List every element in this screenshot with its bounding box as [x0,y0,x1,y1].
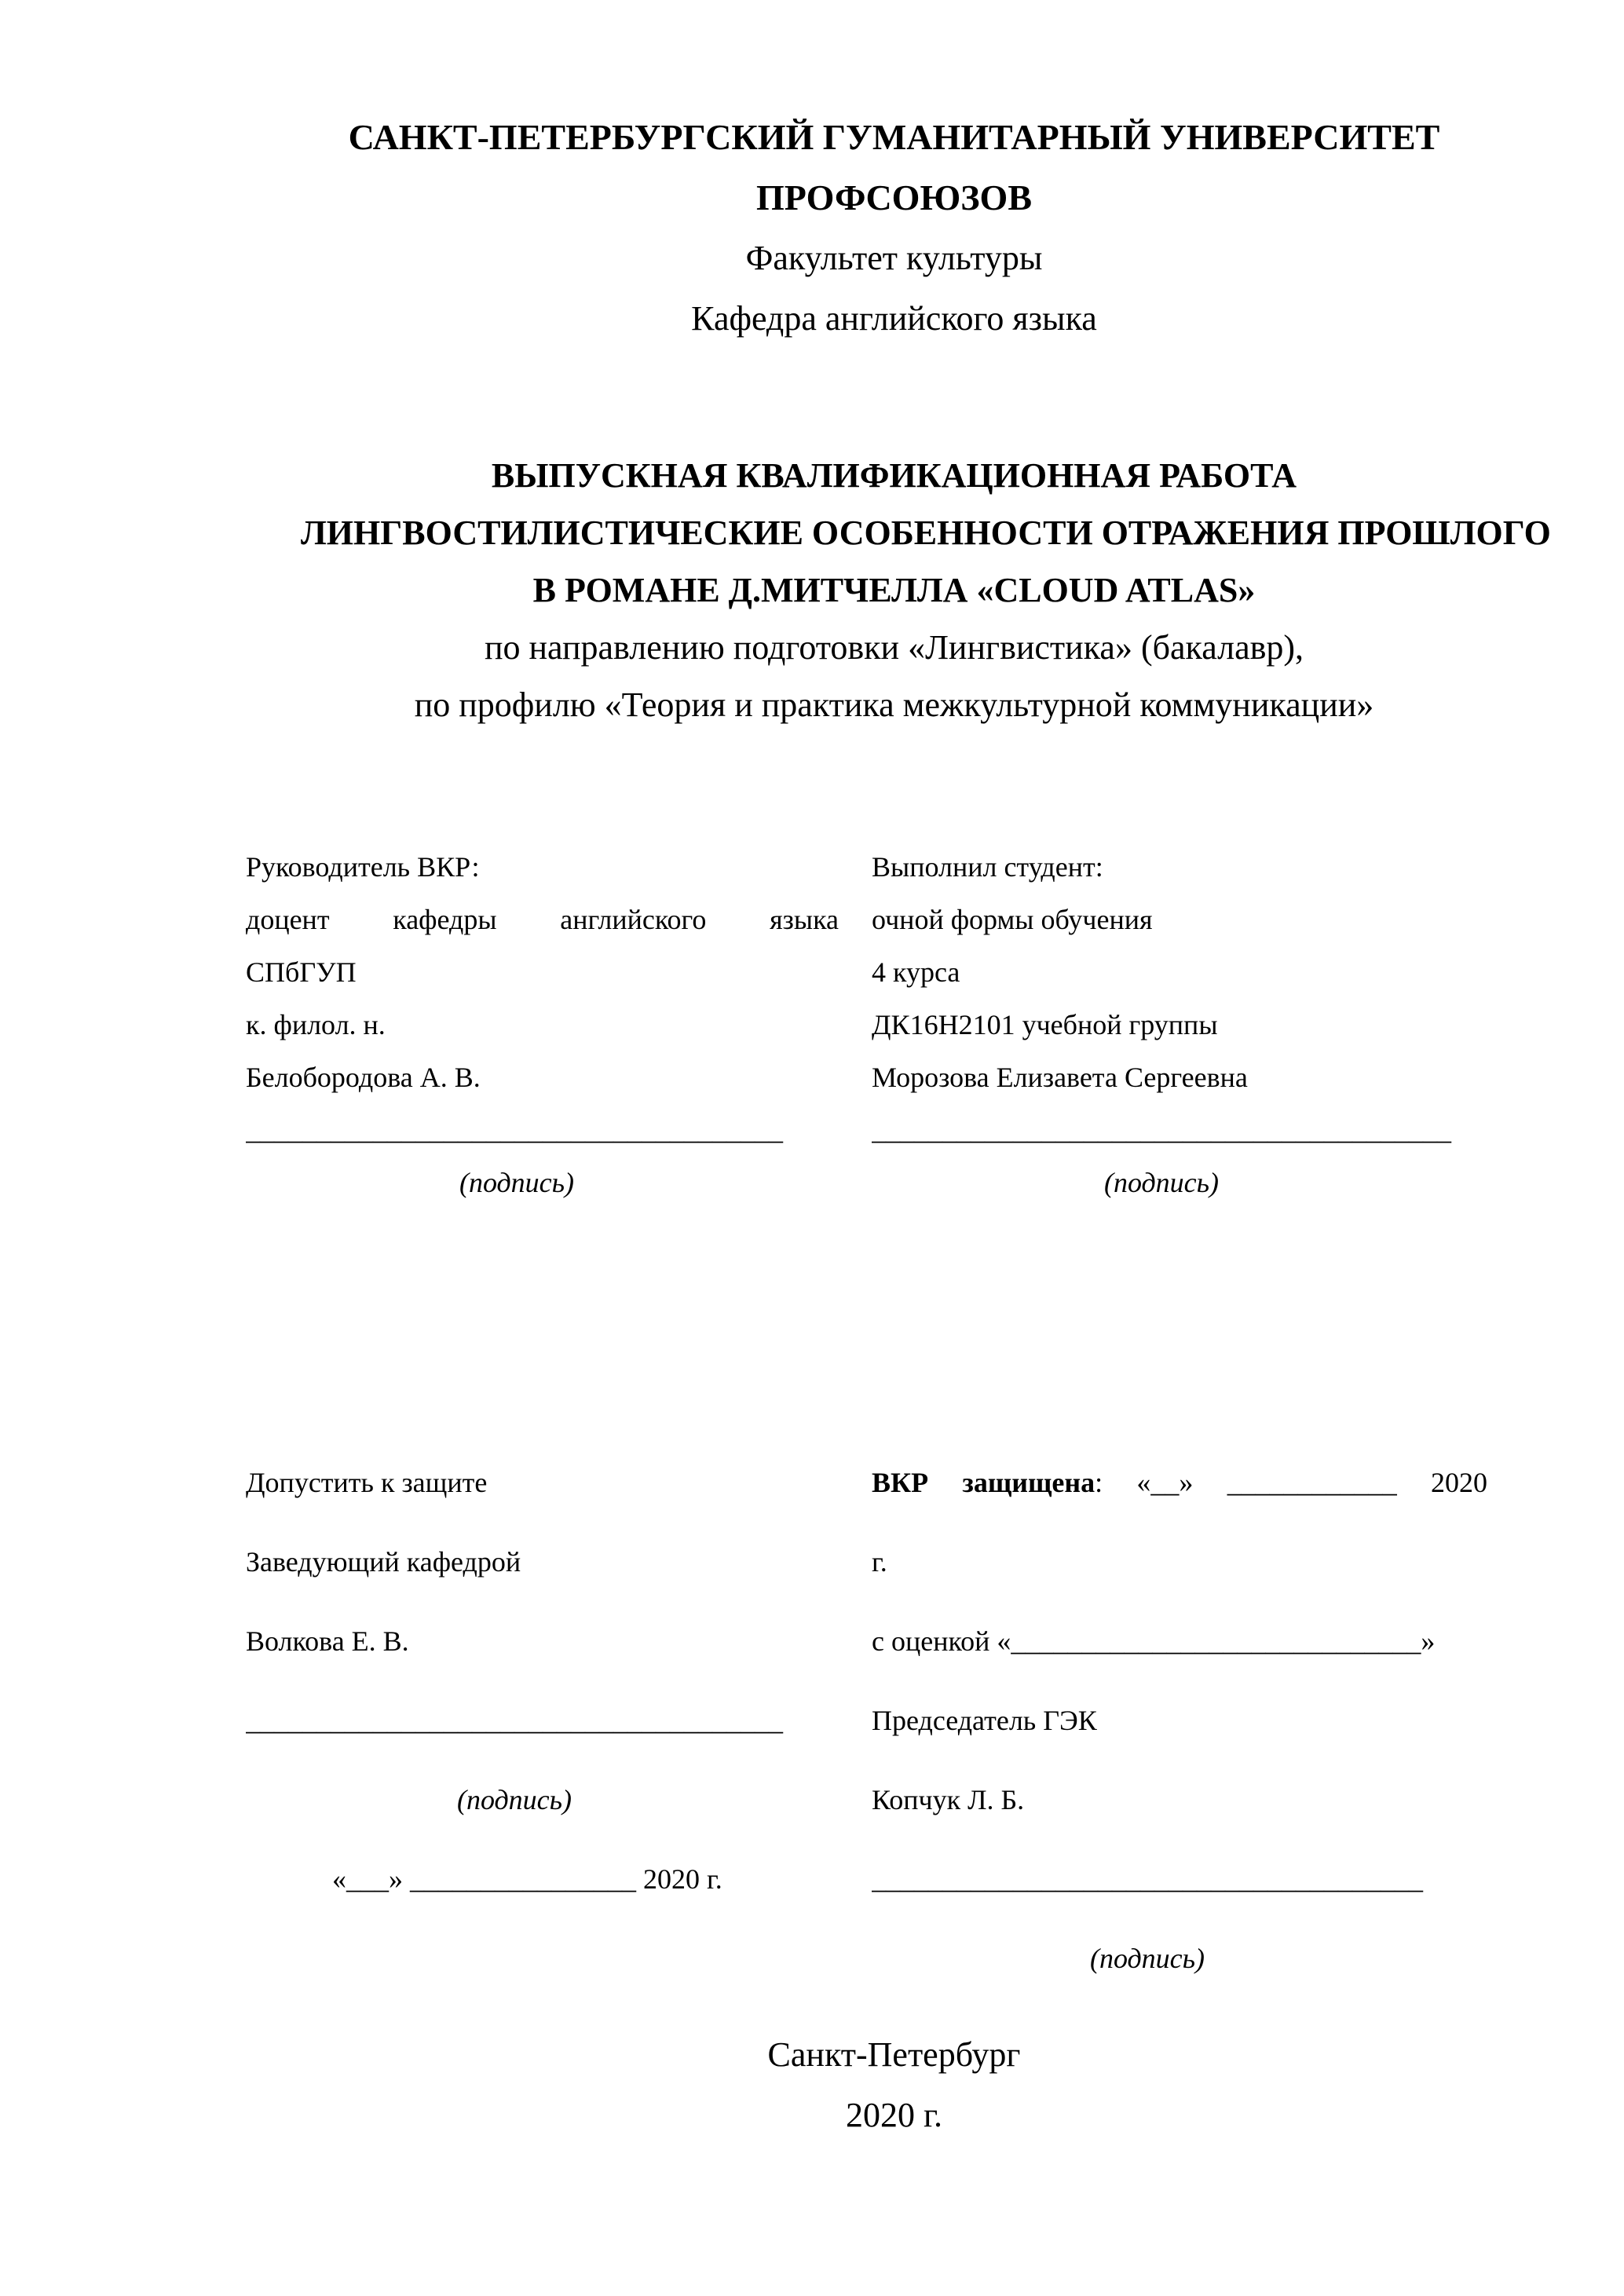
supervisor-position: доцент кафедры английского языка [246,904,839,935]
department-name: Кафедра английского языка [691,299,1097,338]
admission-signature-line: ______________________________________ [246,1705,783,1736]
student-course: 4 курса [872,956,960,988]
defense-signature-caption: (подпись) [1089,1943,1205,1974]
admission-signature-caption: (подпись) [456,1784,572,1815]
student-signature-caption: (подпись) [1103,1167,1220,1198]
thesis-title-line1: ЛИНГВОСТИЛИСТИЧЕСКИЕ ОСОБЕННОСТИ ОТРАЖЕНИЯ ПРОШЛОГО [301,514,1551,552]
work-type: ВЫПУСКНАЯ КВАЛИФИКАЦИОННАЯ РАБОТА [491,456,1297,495]
thesis-title-block [246,447,1551,733]
supervisor-signature-line: ______________________________________ [246,1114,783,1146]
defense-status-label: ВКР защищена [872,1467,1095,1498]
university-name-line2: ПРОФСОЮЗОВ [756,177,1032,218]
student-heading: Выполнил студент: [872,851,1103,883]
university-header [246,107,1487,349]
student-column [872,841,1487,1209]
supervisor-name: Белобородова А. В. [246,1062,481,1093]
program-line: по направлению подготовки «Лингвистика» (бакалавр), [484,628,1304,667]
profile-line: по профилю «Теория и практика межкультурной коммуникации» [414,686,1374,724]
faculty-name: Факультет культуры [745,239,1043,277]
defense-status-rest: : «__» ____________ 2020 [1095,1467,1487,1498]
student-signature-line: _________________________________________ [872,1114,1451,1146]
supervisor-column [246,841,839,1209]
defense-chair-title: Председатель ГЭК [872,1705,1097,1736]
student-name: Морозова Елизавета Сергеевна [872,1062,1248,1093]
supervisor-signature-caption: (подпись) [459,1167,575,1198]
university-name-line1: САНКТ-ПЕТЕРБУРГСКИЙ ГУМАНИТАРНЫЙ УНИВЕРСИТЕТ [348,117,1440,157]
supervisor-heading: Руководитель ВКР: [246,851,480,883]
footer-block [246,2024,1487,2145]
supervisor-degree: к. филол. н. [246,1009,386,1040]
admission-column [246,1443,839,1998]
footer-year: 2020 г. [845,2096,943,2134]
defense-grade-line: с оценкой «_____________________________» [872,1625,1436,1657]
admission-date-line: «___» ________________ 2020 г. [332,1863,722,1895]
supervisor-organization: СПбГУП [246,956,357,988]
thesis-title-line2: В РОМАНЕ Д.МИТЧЕЛЛА «CLOUD ATLAS» [532,571,1256,609]
footer-city: Санкт-Петербург [767,2035,1021,2074]
defense-status-line [872,1443,1487,1523]
admission-line2: Заведующий кафедрой [246,1546,521,1578]
defense-column [872,1443,1487,1998]
admission-line1: Допустить к защите [246,1467,488,1498]
admission-defense-section [246,1443,1487,1998]
student-group: ДК16Н2101 учебной группы [872,1009,1218,1040]
student-study-form: очной формы обучения [872,904,1153,935]
admission-head-name: Волкова Е. В. [246,1625,409,1657]
supervisor-student-section [246,841,1487,1209]
defense-year-suffix: г. [872,1546,887,1578]
defense-signature-line: _______________________________________ [872,1863,1423,1895]
defense-chair-name: Копчук Л. Б. [872,1784,1025,1815]
